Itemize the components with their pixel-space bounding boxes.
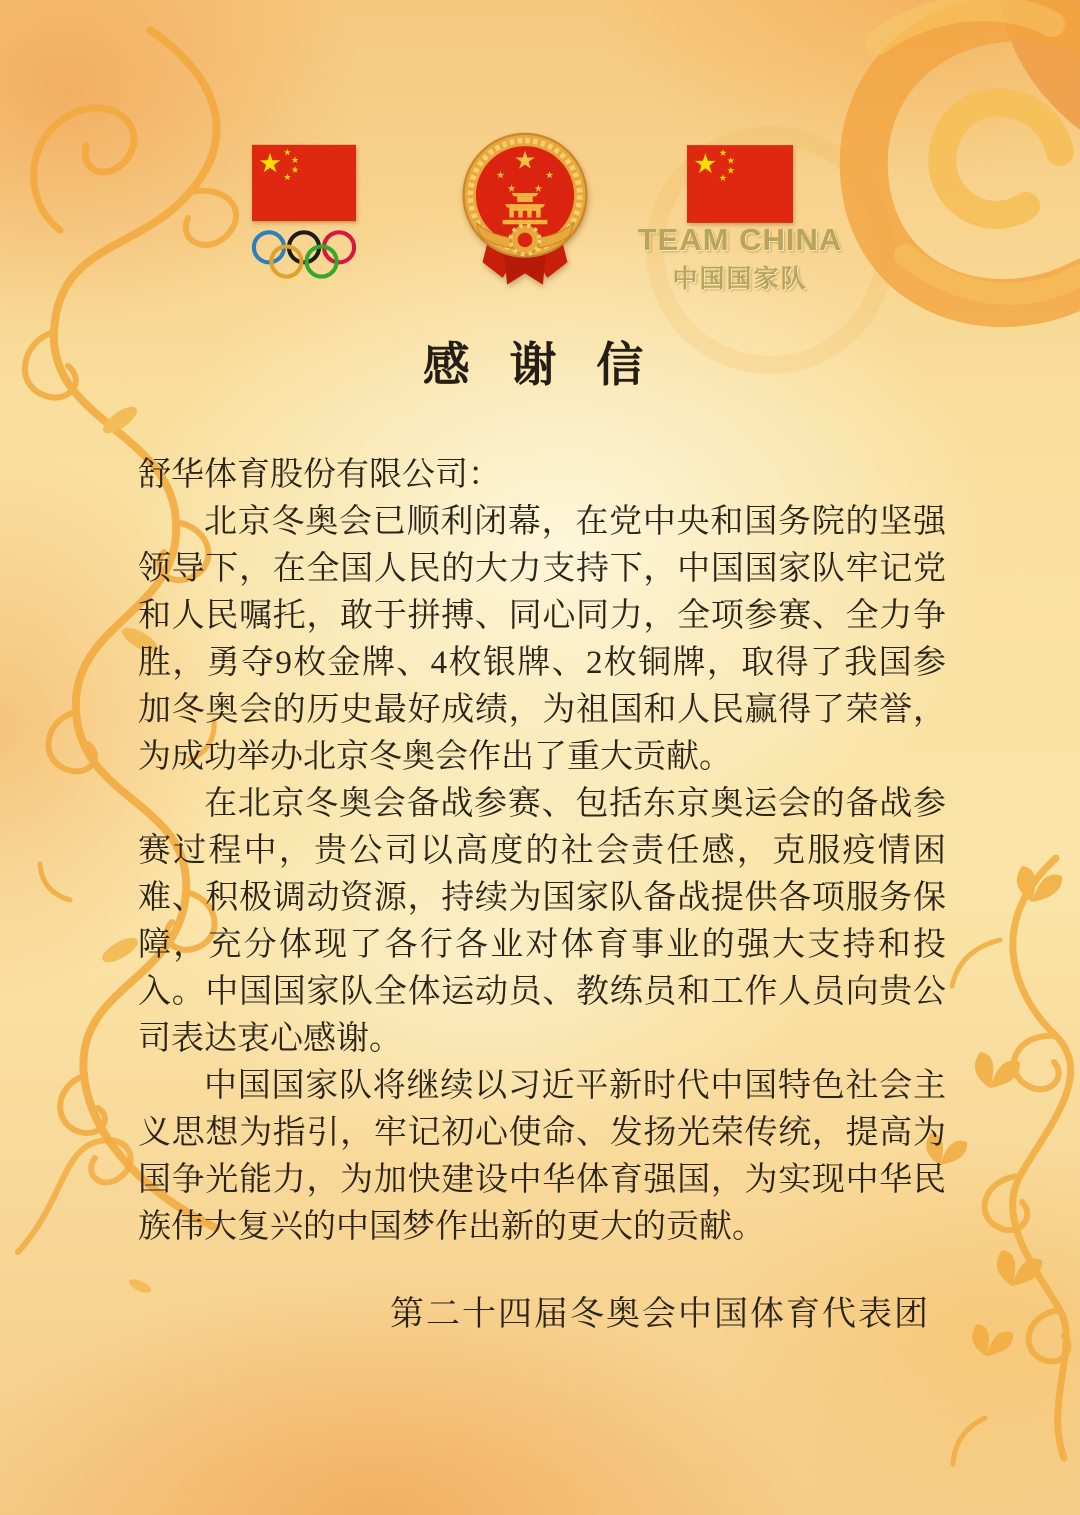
corner-swirl-ornament — [864, 0, 1080, 303]
chinese-flag-icon — [252, 142, 356, 224]
letter-body — [138, 452, 946, 1251]
team-china-wordmark — [636, 222, 844, 295]
letter-paragraph: 北京冬奥会已顺利闭幕，在党中央和国务院的坚强领导下，在全国人民的大力支持下，中国国家队牢记党和人民嘱托，敢于拼搏、同心同力，全项参赛、全力争胜，勇夺9枚金牌、4枚银牌、2枚铜牌，取得了我国参加冬奥会的历史最好成绩，为祖国和人民赢得了荣誉，为成功举办北京冬奥会作出了重大贡献。 — [138, 504, 946, 775]
letter-salutation: 舒华体育股份有限公司： — [138, 457, 501, 493]
team-china-chinese-label: 中国国家队 — [672, 266, 808, 293]
letter-paragraph: 在北京冬奥会备战参赛、包括东京奥运会的备战参赛过程中，贵公司以高度的社会责任感，克服疫情困难、积极调动资源，持续为国家队备战提供各项服务保障，充分体现了各行各业对体育事业的强大支持和投入。中国国家队全体运动员、教练员和工作人员向贵公司表达衷心感谢。 — [138, 786, 946, 1057]
prc-national-emblem-icon — [458, 124, 592, 300]
letter-paragraph: 中国国家队将继续以习近平新时代中国特色社会主义思想为指引，牢记初心使命、发扬光荣传统，提高为国争光能力，为加快建设中华体育强国，为实现中华民族伟大复兴的中国梦作出新的更大的贡献。 — [138, 1068, 946, 1245]
team-china-english-label: TEAM CHINA — [637, 222, 843, 257]
olympic-rings-icon — [251, 227, 357, 283]
right-vine-ornament — [926, 858, 1070, 1464]
bottom-left-curl-ornament — [18, 1140, 153, 1295]
chinese-flag-icon — [687, 142, 793, 226]
letter-signature: 第二十四届冬奥会中国体育代表团 — [390, 1296, 930, 1333]
letter-title: 感 谢 信 — [422, 340, 658, 392]
